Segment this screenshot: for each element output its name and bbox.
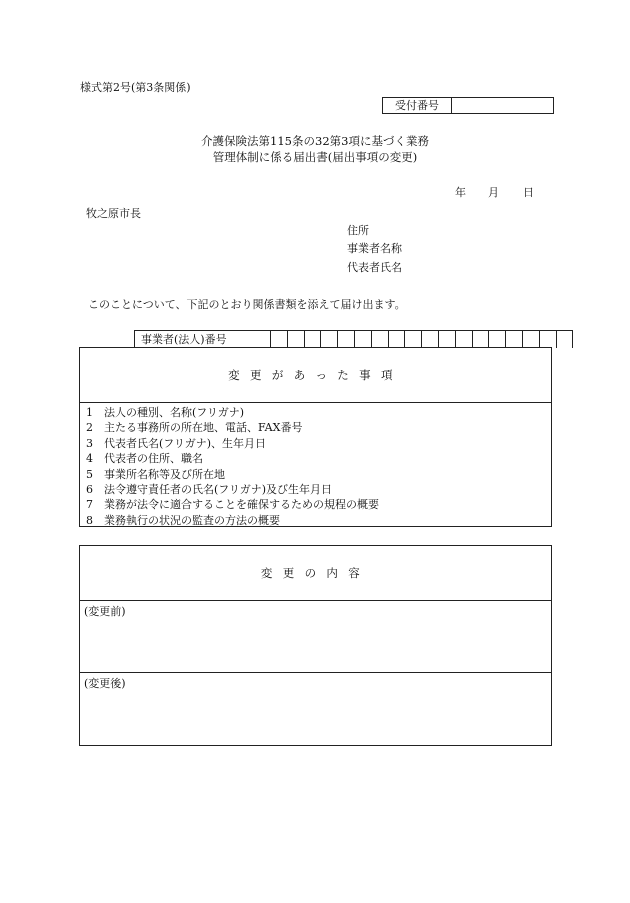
changed-items-box <box>79 347 552 527</box>
business-number-cell[interactable] <box>489 331 506 348</box>
changed-item-number: 5 <box>86 467 93 481</box>
business-number-cell[interactable] <box>506 331 523 348</box>
changed-item-text: 主たる事務所の所在地、電話、FAX番号 <box>104 421 303 435</box>
changed-item-text: 代表者の住所、職名 <box>104 452 203 466</box>
changed-item <box>86 467 551 482</box>
business-number-cell[interactable] <box>355 331 372 348</box>
receipt-number-field[interactable] <box>452 98 553 113</box>
after-change-label: (変更後) <box>84 677 126 690</box>
form-number: 様式第2号(第3条関係) <box>80 81 191 94</box>
business-number-cell[interactable] <box>372 331 389 348</box>
receipt-number-box <box>382 97 554 114</box>
changed-item-number: 3 <box>86 436 93 450</box>
representative-name-label: 代表者氏名 <box>347 261 402 274</box>
changed-item <box>86 451 551 466</box>
address-label: 住所 <box>347 224 369 237</box>
changed-item <box>86 405 551 420</box>
change-content-header: 変更の内容 <box>80 546 551 601</box>
changed-item <box>86 513 551 528</box>
business-number-cell[interactable] <box>321 331 338 348</box>
business-number-cell[interactable] <box>389 331 406 348</box>
business-number-row <box>134 330 573 348</box>
changed-items-list <box>80 403 551 528</box>
business-number-cell[interactable] <box>338 331 355 348</box>
addressee: 牧之原市長 <box>86 207 141 220</box>
document-title-line1: 介護保険法第115条の32第3項に基づく業務 <box>201 134 429 148</box>
changed-item-text: 業務が法令に適合することを確保するための規程の概要 <box>104 498 379 512</box>
changed-item-number: 1 <box>86 406 93 419</box>
changed-item-number: 8 <box>86 513 93 527</box>
changed-item <box>86 497 551 512</box>
business-number-cell[interactable] <box>473 331 490 348</box>
changed-item-number: 4 <box>86 452 93 466</box>
changed-item-text: 法人の種別、名称(フリガナ) <box>104 406 245 419</box>
before-change-section[interactable] <box>80 601 551 673</box>
after-change-section[interactable] <box>80 673 551 745</box>
changed-item-text: 事業所名称等及び所在地 <box>104 467 225 481</box>
intro-text: このことについて、下記のとおり関係書類を添えて届け出ます。 <box>88 298 406 311</box>
receipt-number-label: 受付番号 <box>383 98 452 113</box>
business-number-cell[interactable] <box>422 331 439 348</box>
business-number-cell[interactable] <box>305 331 322 348</box>
business-number-cell[interactable] <box>557 331 573 348</box>
changed-item-text: 業務執行の状況の監査の方法の概要 <box>104 513 280 527</box>
changed-item <box>86 436 551 451</box>
changed-item-text: 代表者氏名(フリガナ)、生年月日 <box>104 436 267 450</box>
business-number-cell[interactable] <box>456 331 473 348</box>
business-number-cell[interactable] <box>523 331 540 348</box>
business-name-label: 事業者名称 <box>347 242 402 255</box>
before-change-label: (変更前) <box>84 605 126 618</box>
business-number-cell[interactable] <box>405 331 422 348</box>
date-month: 月 <box>488 186 499 199</box>
business-number-cell[interactable] <box>439 331 456 348</box>
changed-item <box>86 420 551 435</box>
date-year: 年 <box>455 186 466 199</box>
changed-item <box>86 482 551 497</box>
business-number-label: 事業者(法人)番号 <box>135 331 271 348</box>
business-number-cell[interactable] <box>288 331 305 348</box>
changed-items-header: 変更があった事項 <box>80 348 551 403</box>
changed-item-number: 6 <box>86 482 93 496</box>
document-title-line2: 管理体制に係る届出書(届出事項の変更) <box>212 150 418 164</box>
change-content-box <box>79 545 552 746</box>
business-number-cell[interactable] <box>271 331 288 348</box>
business-number-cell[interactable] <box>540 331 557 348</box>
changed-item-text: 法令遵守責任者の氏名(フリガナ)及び生年月日 <box>104 482 333 496</box>
changed-item-number: 2 <box>86 421 93 435</box>
date-day: 日 <box>523 186 534 199</box>
changed-item-number: 7 <box>86 498 93 512</box>
